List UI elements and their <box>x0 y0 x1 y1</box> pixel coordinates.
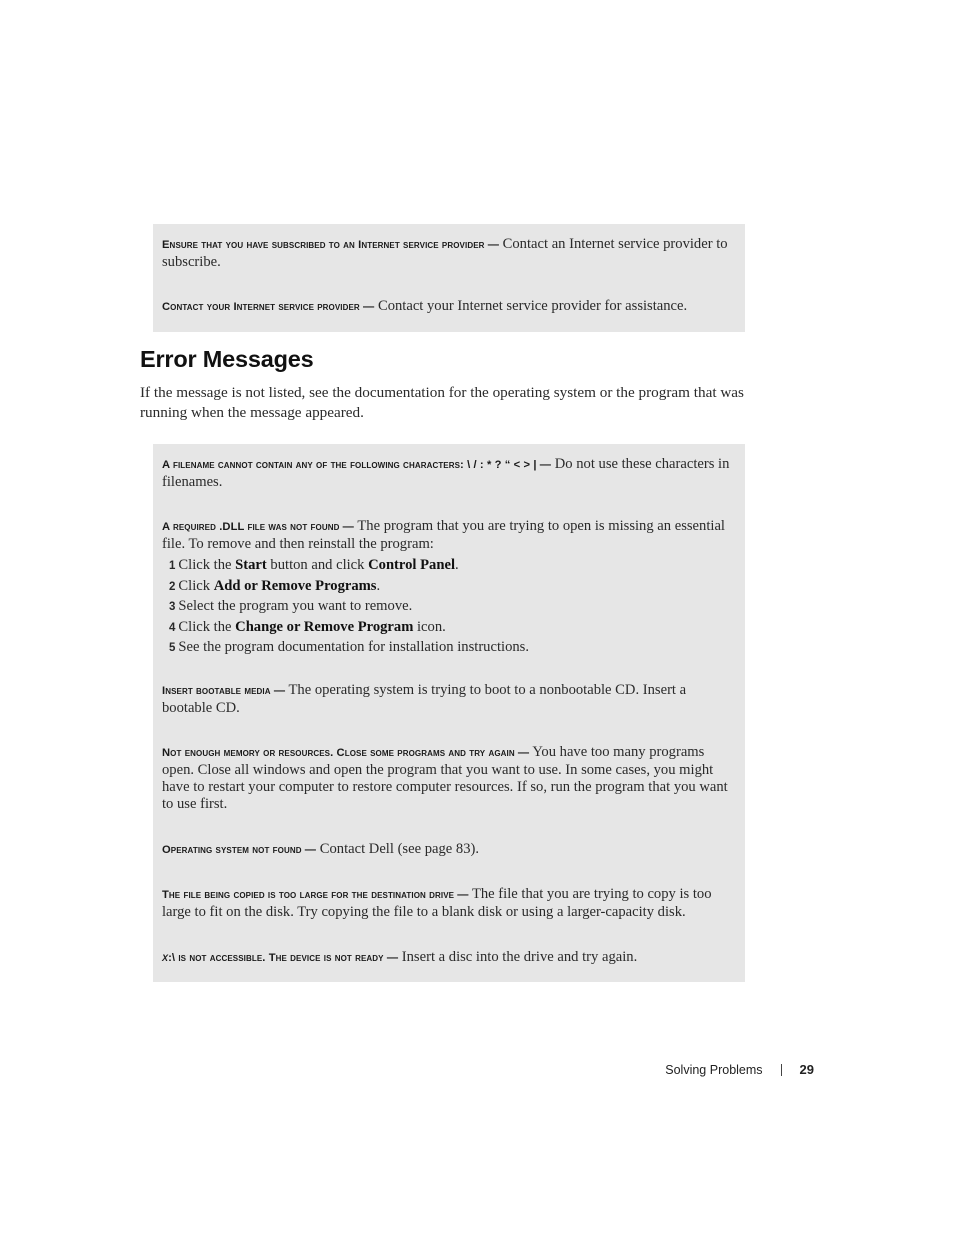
tip-entry-subscribe <box>162 236 733 271</box>
reinstall-steps <box>162 557 733 660</box>
error-text: Insert a disc into the drive and try again. <box>401 949 638 965</box>
error-text: You have too many programs open. Close all windows and open the program that you want to use. In some cases, you might have to restart your computer to restore computer resources. If so, run the program that you want to use first. <box>162 744 728 812</box>
step-item: 1 Click the Start button and click Control Panel. <box>169 557 459 573</box>
error-entry-not-enough-memory <box>162 744 733 813</box>
error-messages-box <box>153 444 745 982</box>
tip-lead: Ensure that you have subscribed to an Internet service provider — <box>162 239 499 251</box>
tip-box-internet <box>153 224 745 332</box>
footer-section-name: Solving Problems <box>665 1063 763 1077</box>
page-footer <box>665 1062 814 1077</box>
error-lead: The file being copied is too large for the destination drive — <box>162 889 469 901</box>
tip-text: Contact an Internet service provider to subscribe. <box>162 236 728 270</box>
tip-text: Contact your Internet service provider for assistance. <box>377 298 688 314</box>
error-entry-filename-characters <box>162 456 733 491</box>
error-text: The file that you are trying to copy is too large to fit on the disk. Try copying the file to a blank disk or using a larger-capacity disk. <box>162 886 712 920</box>
error-lead: A filename cannot contain any of the following characters: \ / : * ? “ < > | — <box>162 459 552 471</box>
error-entry-os-not-found <box>162 841 733 859</box>
page-number: 29 <box>799 1062 814 1077</box>
section-intro: If the message is not listed, see the documentation for the operating system or the program that was running when the message appeared. <box>140 384 744 421</box>
step-item: 5 See the program documentation for installation instructions. <box>169 639 529 655</box>
error-entry-dll-not-found <box>162 518 733 660</box>
error-text: The program that you are trying to open is missing an essential file. To remove and then reinstall the program: <box>162 518 725 552</box>
drive-letter-variable: x <box>162 949 169 964</box>
step-item: 4 Click the Change or Remove Program icon. <box>169 618 446 635</box>
error-text: Do not use these characters in filenames. <box>162 456 730 490</box>
error-entry-file-too-large <box>162 886 733 921</box>
error-lead: Operating system not found — <box>162 844 317 856</box>
step-item: 3 Select the program you want to remove. <box>169 598 413 614</box>
step-item: 2 Click Add or Remove Programs. <box>169 577 381 594</box>
footer-divider <box>781 1064 782 1076</box>
error-lead: Not enough memory or resources. Close some programs and try again — <box>162 747 530 759</box>
error-entry-drive-not-accessible <box>162 948 733 967</box>
error-text: Contact Dell (see page 83). <box>319 841 480 857</box>
error-entry-insert-bootable-media <box>162 682 733 717</box>
tip-entry-contact-isp <box>162 298 733 316</box>
tip-lead: Contact your Internet service provider — <box>162 301 375 313</box>
error-lead: A required .DLL file was not found — <box>162 521 354 533</box>
error-lead: Insert bootable media — <box>162 685 286 697</box>
section-title: Error Messages <box>140 346 314 372</box>
error-lead: x:\ is not accessible. The device is not ready — <box>162 949 399 964</box>
error-text: The operating system is trying to boot to a nonbootable CD. Insert a bootable CD. <box>162 682 687 716</box>
